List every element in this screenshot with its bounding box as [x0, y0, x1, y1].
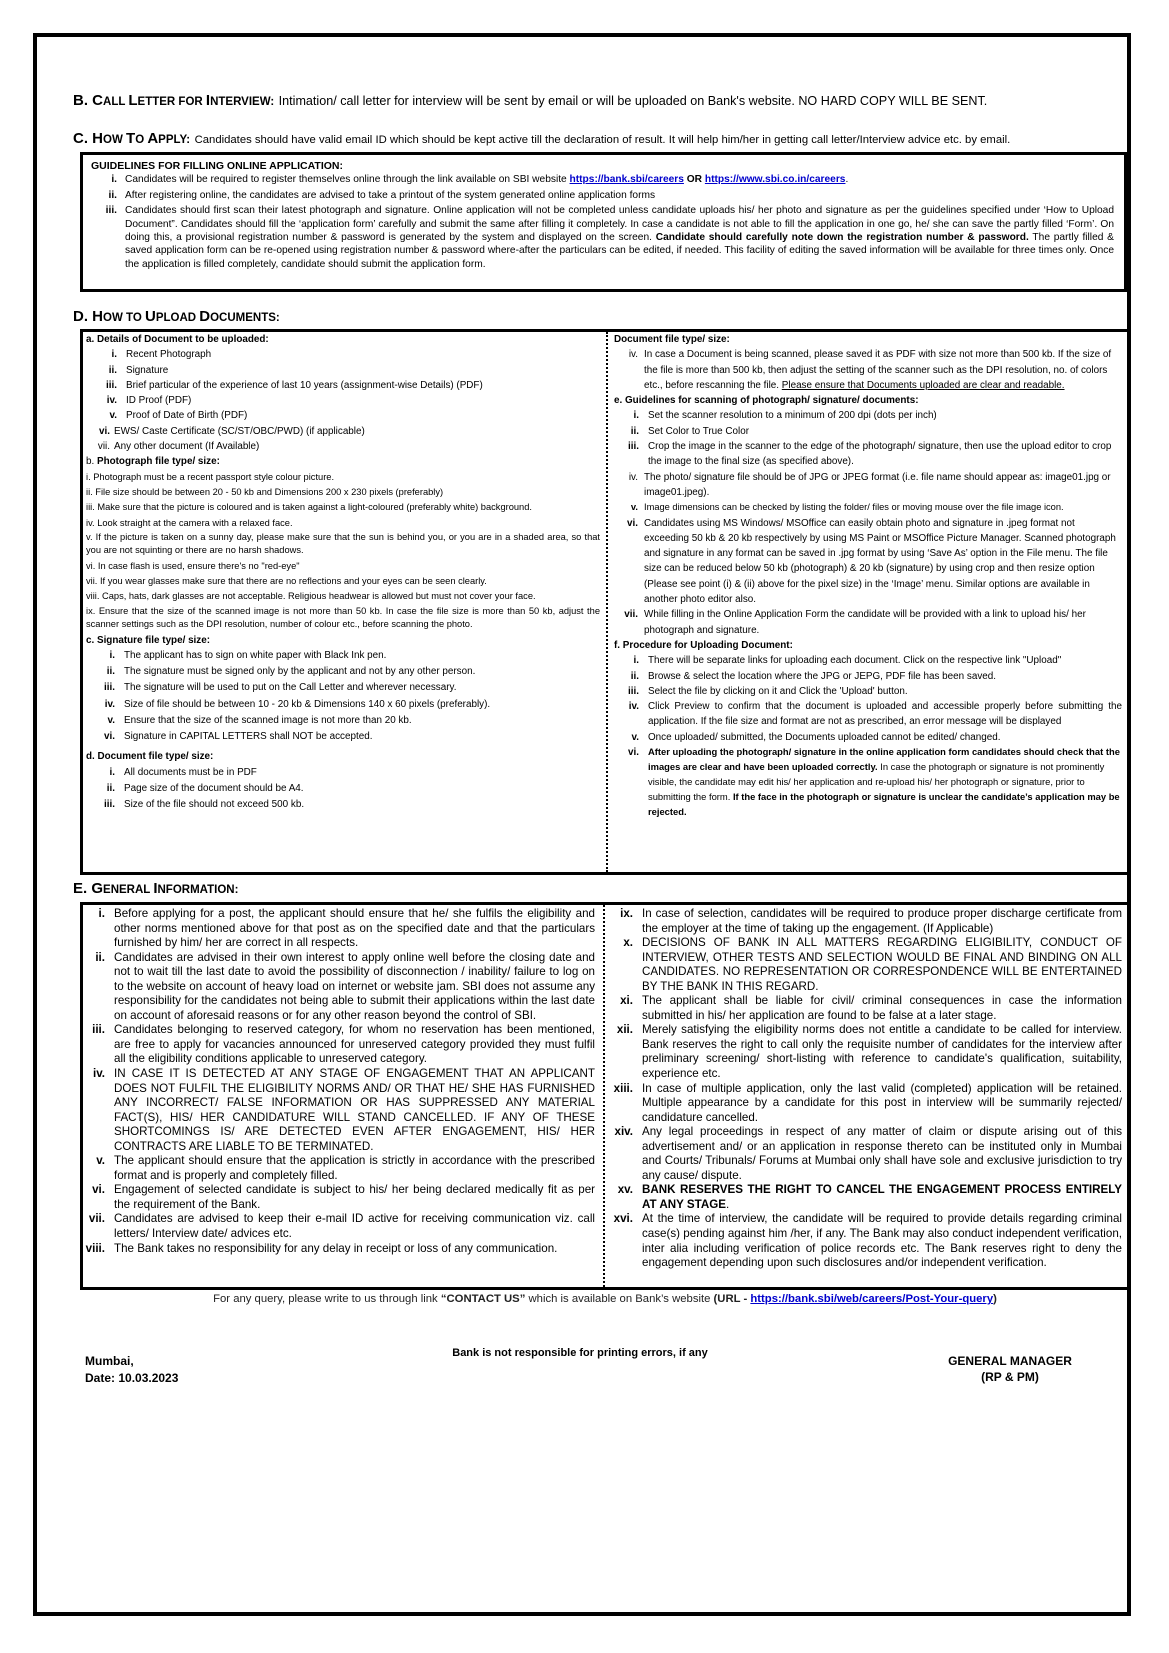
guidelines-box	[80, 152, 1127, 292]
list-item: iv. IN CASE IT IS DETECTED AT ANY STAGE OF ENGAGEMENT THAT AN APPLICANT DOES NOT FULFIL THE ELIGIBILITY NORMS AND/ OR THAT HE/ SHE HAS FURNISHED ANY INCORRECT/ FALSE INFORMATION OR HAS SUPPRESSED ANY MATERIAL FACT(S), HIS/ HER CANDIDATURE WILL STAND CANCELLED. IF ANY OF THESE SHORTCOMINGS IS/ ARE DETECTED EVEN AFTER ENGAGEMENT, HIS/ HER CONTRACTS ARE LIABLE TO BE TERMINATED.	[92, 1067, 595, 1153]
list-item: x. DECISIONS OF BANK IN ALL MATTERS REGARDING ELIGIBILITY, CONDUCT OF INTERVIEW, OTHER TESTS AND SELECTION WOULD BE FINAL AND BINDING ON ALL CANDIDATES. NO REPRESENTATION OR CORRESPONDENCE WILL BE ENTERTAINED BY THE BANK IN THIS REGARD.	[623, 936, 1122, 993]
list-item: v. The applicant should ensure that the application is strictly in accordance with the prescribed format and is properly and completely filled.	[96, 1154, 595, 1182]
place: Mumbai,	[85, 1354, 134, 1368]
contact-query-line: For any query, please write to us through link “CONTACT US” which is available on Bank’s website (URL - https://bank.sbi/web/careers/Post-Your-query)	[213, 1293, 997, 1305]
list-item: xiv. Any legal proceedings in respect of any matter of claim or dispute arising out of this advertisement and/ or an application in response thereto can be instituted only in Mumbai and Courts/ Tribunals/ Forums at Mumbai only shall have sole and exclusive jurisdiction to try any cause/ dispute.	[614, 1125, 1122, 1182]
guidelines-title: GUIDELINES FOR FILLING ONLINE APPLICATION:	[91, 160, 343, 172]
section-c-text: Candidates should have valid email ID which should be kept active till the declaration of result. It will help him/her in getting call letter/Interview advice etc. by email.	[194, 134, 1011, 146]
list-item: ii. After registering online, the candidates are advised to take a printout of the system generated online application forms	[108, 189, 656, 201]
documents-left-column: a. Details of Document to be uploaded: i. Recent Photograph ii. Signature iii. Brief particular of the experience of last 10 years (assignment-wise Details) (PDF) iv. ID Proof (PDF) v. Proof of Date of Birth (PDF) vi. EWS/ Caste Certificate (SC/ST/OBC/PWD) (if applicable) vii. Any other document (If Available) b. Photograph file type/ size: i. Photograph must be a recent passport style colour picture. ii. File size should be between 20 - 50 kb and Dimensions 200 x 230 pixels (preferably) iii. Make sure that the picture is coloured and is taken against a light-coloured (preferably white) background. iv. Look straight at the camera with a relaxed face. v. If the picture is taken on a sunny day, please make sure that the sun is behind you, or you are in a shaded area, so that you are not squinting or there are no harsh shadows. vi. In case flash is used, ensure there's no "red-eye" vii. If you wear glasses make sure that there are no reflections and your eyes can be seen clearly. viii. Caps, hats, dark glasses are not acceptable. Religious headwear is allowed but must not cover your face. ix. Ensure that the size of the scanned image is not more than 50 kb. In case the file size is more than 50 kb, adjust the scanner settings such as the DPI resolution, number of colour etc., before scanning the photo. c. Signature file type/ size: i. The applicant has to sign on white paper with Black Ink pen. ii. The signature must be signed only by the applicant and not by any other person. iii. The signature will be used to put on the Call Letter and wherever necessary. iv. Size of file should be between 10 - 20 kb & Dimensions 140 x 60 pixels (preferably). v. Ensure that the size of the scanned image is not more than 20 kb. vi. Signature in CAPITAL LETTERS shall NOT be accepted. d. Document file type/ size: i. All documents must be in PDF ii. Page size of the document should be A4. iii. Size of the file should not exceed 500 kb.	[86, 334, 600, 810]
list-item: viii. The Bank takes no responsibility for any delay in receipt or loss of any communication.	[85, 1241, 558, 1255]
list-item: i. Candidates will be required to register themselves online through the link available on SBI website https://bank.sbi/careers OR https://www.sbi.co.in/careers.	[111, 174, 849, 186]
list-item: iii. Candidates should first scan their latest photograph and signature. Online application will not be completed unless candidate uploads his/ her photo and signature as per the guidelines specified under ‘How to Upload Document”. Candidates should fill the ‘application form’ carefully and submit the same after filling it completely. In case a candidate is not able to fill the application in one go, he/ she can save the partly filled ‘Form’. On doing this, a provisional registration number & password is generated by the system and displayed on the screen. Candidate should carefully note down the registration number & password. The partly filled & saved application form can be re-opened using registration number & password where-after the particulars can be edited, if needed. This facility of editing the saved information will be available for three times only. Once the application is filled completely, candidate should submit the application form.	[105, 205, 1114, 270]
sbi-co-in-careers-link[interactable]: https://www.sbi.co.in/careers	[704, 174, 846, 186]
general-info-right-column	[602, 907, 1122, 1271]
section-b-text: Intimation/ call letter for interview will be sent by email or will be uploaded on Bank's website. NO HARD COPY WILL BE SENT.	[278, 94, 988, 108]
list-item: ii. Candidates are advised in their own interest to apply online well before the closing date and not to wait till the last date to avoid the possibility of disconnection / inability/ failure to log on to the website on account of heavy load on internet or website jam. SBI does not assume any responsibility for the candidates not being able to submit their applications within the last date on account of aforesaid reasons or for any other reason beyond the control of SBI.	[95, 950, 595, 1022]
list-item: vi. Engagement of selected candidate is subject to his/ her being declared medically fit as per the requirement of the Bank.	[92, 1183, 595, 1211]
list-item: xvi. At the time of interview, the candidate will be required to provide details regarding criminal case(s) pending against him /her, if any. The Bank may also conduct independent verification, inter alia including verification of police records etc. The Bank reserves right to deny the engagement depending upon such disclosures and/or independent verification.	[613, 1212, 1122, 1270]
list-item: i. Before applying for a post, the applicant should ensure that he/ she fulfils the eligibility and other norms mentioned above for that post as on the specified date and that the particulars furnished by him/ her are correct in all respects.	[98, 907, 595, 950]
list-item: xiii. In case of multiple application, only the last valid (completed) application will be retained. Multiple appearance by a candidate for this post in interview will be summarily rejected/ candidature cancelled.	[613, 1081, 1122, 1124]
list-item: ix. In case of selection, candidates will be required to produce proper discharge certificate from the employer at the time of taking up the engagement. (If Applicable)	[620, 907, 1122, 935]
printing-disclaimer: Bank is not responsible for printing errors, if any	[452, 1347, 708, 1359]
column-divider	[606, 332, 608, 872]
section-c: C. HOW TO APPLY: Candidates should have valid email ID which should be kept active till the declaration of result. It will help him/her in getting call letter/Interview advice etc. by email.	[73, 130, 1011, 147]
list-item: xi. The applicant shall be liable for civil/ criminal consequences in case the information submitted in his/ her application are found to be false at a later stage.	[620, 994, 1122, 1022]
sbi-careers-link[interactable]: https://bank.sbi/careers	[569, 174, 684, 186]
list-item: xii. Merely satisfying the eligibility norms does not entitle a candidate to be called for interview. Bank reserves the right to call only the requisite number of candidates for the interview after preliminary screening/ short-listing with reference to candidate's qualification, suitability, experience etc.	[616, 1023, 1122, 1081]
list-item: iii. Candidates belonging to reserved category, for whom no reservation has been mentioned, are free to apply for vacancies announced for unreserved category provided they must fulfil all the eligibility conditions applicable to unreserved category.	[92, 1023, 595, 1066]
list-item: xv. BANK RESERVES THE RIGHT TO CANCEL THE ENGAGEMENT PROCESS ENTIRELY AT ANY STAGE.	[617, 1183, 1122, 1211]
signatory: GENERAL MANAGER (RP & PM)	[948, 1354, 1072, 1384]
general-info-left-column	[80, 907, 595, 1256]
section-d-heading: D. HOW TO UPLOAD DOCUMENTS:	[73, 308, 280, 325]
section-b: B. CALL LETTER FOR INTERVIEW: Intimation/ call letter for interview will be sent by email or will be uploaded on Bank's website. NO HARD COPY WILL BE SENT.	[73, 92, 988, 109]
list-item: vii. Candidates are advised to keep their e-mail ID active for receiving communication viz. call letters/ Interview date/ advices etc.	[88, 1212, 595, 1241]
post-your-query-link[interactable]: https://bank.sbi/web/careers/Post-Your-query	[750, 1293, 994, 1305]
section-e-heading: E. GENERAL INFORMATION:	[73, 880, 239, 897]
documents-right-column: Document file type/ size: iv. In case a Document is being scanned, please saved it as PDF with size not more than 500 kb. If the size of the file is more than 500 kb, then adjust the setting of the scanner such as the DPI resolution, no. of colors etc., before rescanning the file. Please ensure that Documents uploaded are clear and readable. e. Guidelines for scanning of photograph/ signature/ documents: i. Set the scanner resolution to a minimum of 200 dpi (dots per inch) ii. Set Color to True Color iii. Crop the image in the scanner to the edge of the photograph/ signature, then use the upload editor to crop the image to the final size (as specified above). iv. The photo/ signature file should be of JPG or JPEG format (i.e. file name should appear as: image01.jpg or image01.jpeg). v. Image dimensions can be checked by listing the folder/ files or moving mouse over the file image icon. vi. Candidates using MS Windows/ MSOffice can easily obtain photo and signature in .jpeg format not exceeding 50 kb & 20 kb respectively by using MS Paint or MSOffice Picture Manager. Scanned photograph and signature in any format can be saved in .jpg format by using ‘Save As’ option in the File menu. The file size can be reduced below 50 kb (photograph) & 20 kb (signature) by using crop and then resize option (Please see point (i) & (ii) above for the pixel size) in the ‘Image’ menu. Similar options are available in another photo editor also. vii. While filling in the Online Application Form the candidate will be provided with a link to upload his/ her photograph and signature. f. Procedure for Uploading Document: i. There will be separate links for uploading each document. Click on the respective link "Upload" ii. Browse & select the location where the JPG or JEPG, PDF file has been saved. iii. Select the file by clicking on it and Click the 'Upload' button. iv. Click Preview to confirm that the document is uploaded and accessible properly before submitting the application. If the file size and format are not as prescribed, an error message will be displayed v. Once uploaded/ submitted, the Documents uploaded cannot be edited/ changed. vi. After uploading the photograph/ signature in the online application form candidates should check that the images are clear and have been uploaded correctly. In case the photograph or signature is not prominently visible, the candidate may edit his/ her application and re-upload his/ her photograph or signature, prior to submitting the form. If the face in the photograph or signature is unclear the candidate’s application may be rejected.	[614, 334, 1122, 817]
date: Date: 10.03.2023	[85, 1371, 179, 1385]
